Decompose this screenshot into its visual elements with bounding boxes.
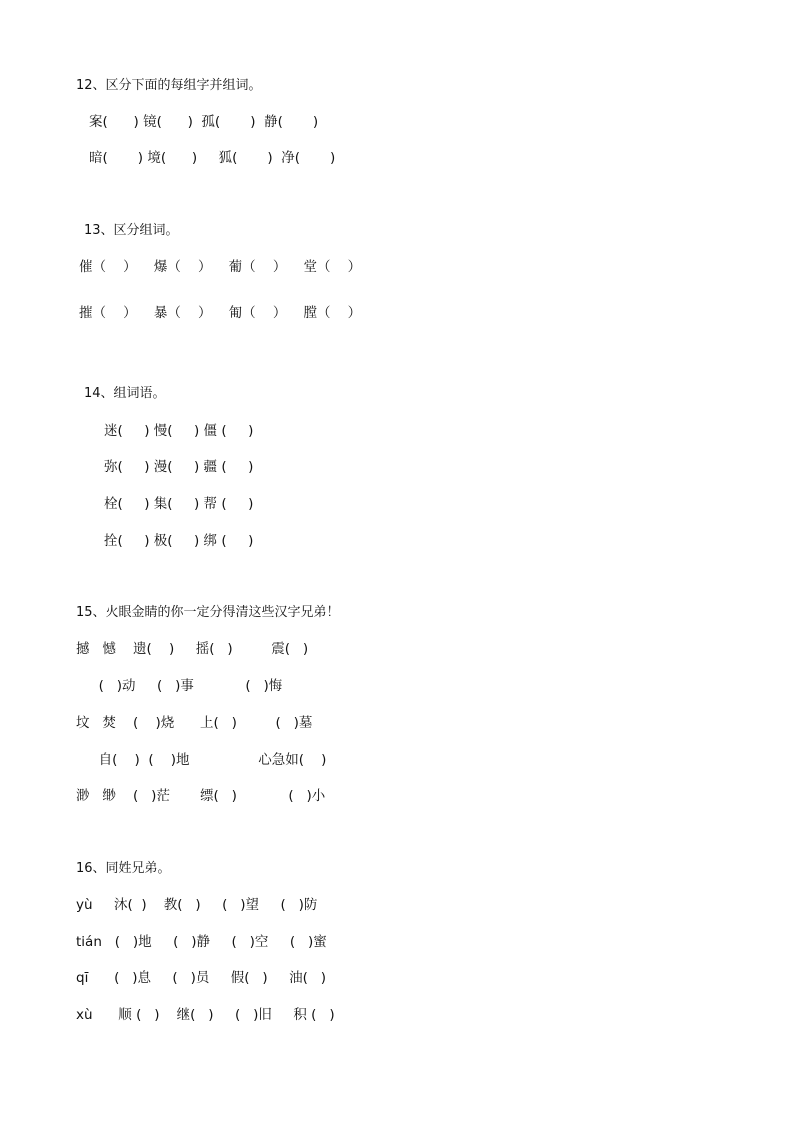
question-16-row-4: xù 顺 ( ) 继( ) ( )旧 积 ( ) (76, 1007, 335, 1023)
question-14-row-1: 迷( ) 慢( ) 僵 ( ) (104, 423, 254, 439)
question-15-row-2: ( )动 ( )事 ( )悔 (90, 678, 283, 694)
question-15-title: 15、火眼金睛的你一定分得清这些汉字兄弟！ (76, 605, 340, 620)
question-14-row-4: 拴( ) 极( ) 绑 ( ) (104, 533, 254, 549)
question-16-row-3: qī ( )息 ( )员 假( ) 油( ) (76, 970, 327, 986)
question-14-row-3: 栓( ) 集( ) 帮 ( ) (104, 496, 254, 512)
question-12-row-2: 暗( ) 境( ) 狐( ) 净( ) (89, 150, 336, 166)
question-16-row-1: yù 沐( ) 教( ) ( )望 ( )防 (76, 897, 318, 913)
question-13-row-1: 催（ ） 爆（ ） 葡（ ） 堂（ ） (79, 259, 362, 275)
question-14-title: 14、组词语。 (84, 386, 166, 401)
question-16-title: 16、同姓兄弟。 (76, 861, 171, 876)
question-15-row-5: 渺 缈 ( )茫 缥( ) ( )小 (76, 788, 326, 804)
question-13-title: 13、区分组词。 (84, 223, 179, 238)
question-15-row-1: 撼 憾 遗( ) 摇( ) 震( ) (76, 641, 309, 657)
question-13-row-2: 摧（ ） 暴（ ） 匍（ ） 膛（ ） (79, 305, 362, 321)
question-12-row-1: 案( ) 镜( ) 孤( ) 静( ) (89, 114, 319, 130)
question-12-title: 12、区分下面的每组字并组词。 (76, 78, 262, 93)
question-14-row-2: 弥( ) 漫( ) 疆 ( ) (104, 459, 254, 475)
question-15-row-4: 自( ) ( )地 心急如( ) (90, 752, 327, 768)
question-15-row-3: 坟 焚 ( )烧 上( ) ( )墓 (76, 715, 313, 731)
question-16-row-2: tián ( )地 ( )静 ( )空 ( )蜜 (76, 934, 327, 950)
